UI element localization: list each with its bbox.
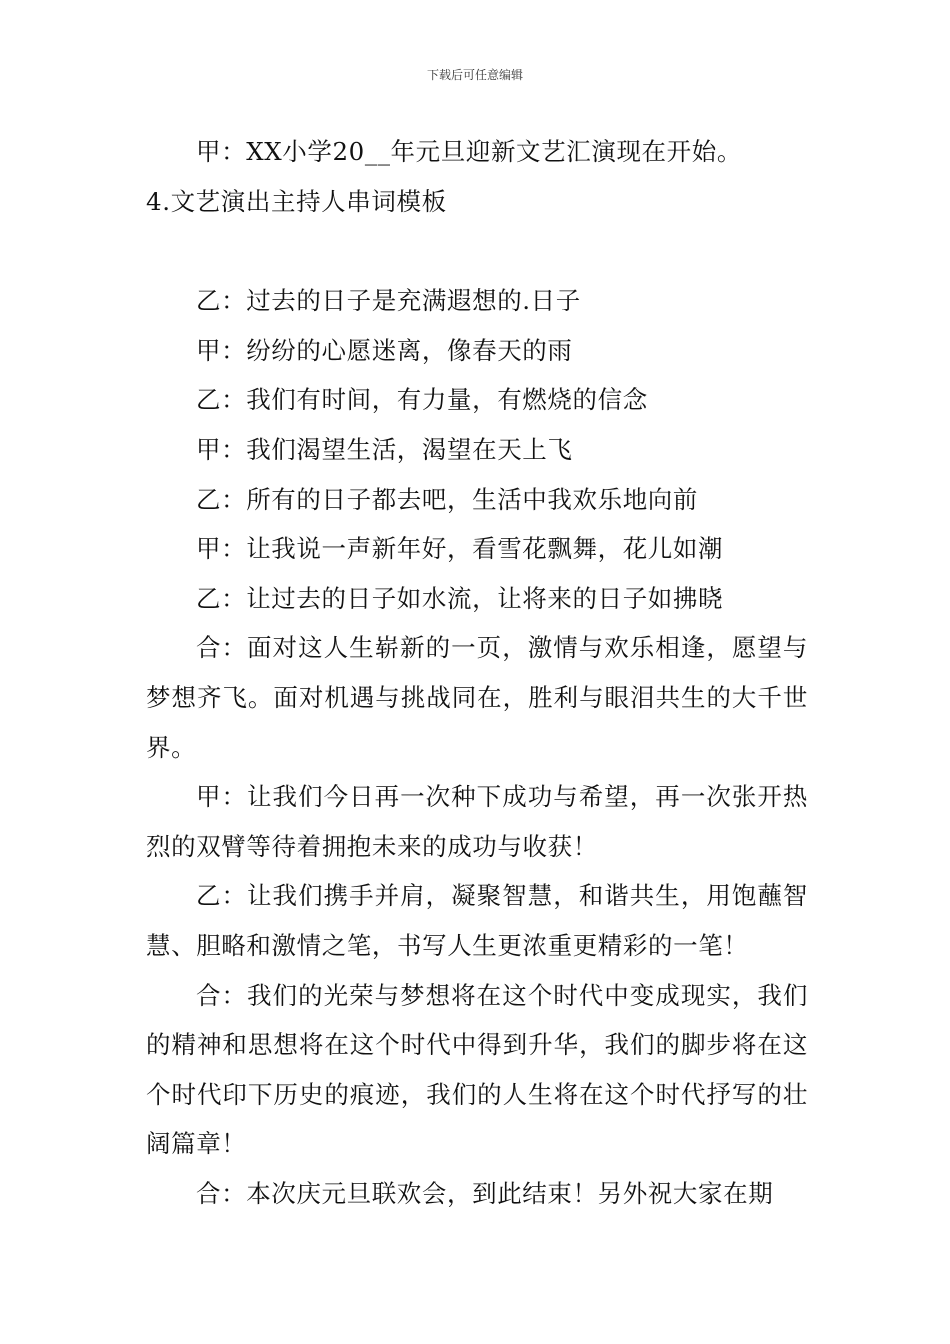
dialogue-line: 乙：所有的日子都去吧，生活中我欢乐地向前 bbox=[196, 484, 698, 514]
dialogue-line: 甲：XX小学20__年元旦迎新文艺汇演现在开始。 bbox=[196, 137, 742, 166]
dialogue-line: 乙：过去的日子是充满遐想的.日子 bbox=[196, 286, 581, 316]
dialogue-paragraph: 甲：让我们今日再一次种下成功与希望，再一次张开热烈的双臂等待着拥抱未来的成功与收获！ bbox=[146, 782, 808, 861]
document-body bbox=[146, 127, 808, 1218]
dialogue-paragraph: 合：我们的光荣与梦想将在这个时代中变成现实，我们的精神和思想将在这个时代中得到升华，我们的脚步将在这个时代印下历史的痕迹，我们的人生将在这个时代抒写的壮阔篇章！ bbox=[146, 980, 808, 1159]
dialogue-line: 甲：让我说一声新年好，看雪花飘舞，花儿如潮 bbox=[196, 534, 724, 564]
dialogue-line: 乙：我们有时间，有力量，有燃烧的信念 bbox=[196, 385, 648, 415]
dialogue-line: 甲：纷纷的心愿迷离，像春天的雨 bbox=[196, 335, 573, 365]
dialogue-line: 甲：我们渴望生活，渴望在天上飞 bbox=[196, 434, 573, 464]
blank-spacer bbox=[146, 226, 808, 276]
dialogue-paragraph: 乙：让我们携手并肩，凝聚智慧，和谐共生，用饱蘸智慧、胆略和激情之笔，书写人生更浓重更精彩的一笔！ bbox=[146, 881, 808, 960]
page-header-note: 下载后可任意编辑 bbox=[426, 68, 523, 82]
dialogue-paragraph: 合：本次庆元旦联欢会，到此结束！另外祝大家在期 bbox=[196, 1178, 774, 1208]
dialogue-line: 乙：让过去的日子如水流，让将来的日子如拂晓 bbox=[196, 583, 724, 613]
section-heading: 4.文艺演出主持人串词模板 bbox=[146, 186, 447, 216]
dialogue-paragraph: 合：面对这人生崭新的一页，激情与欢乐相逢，愿望与梦想齐飞。面对机遇与挑战同在，胜利与眼泪共生的大千世界。 bbox=[146, 633, 808, 762]
